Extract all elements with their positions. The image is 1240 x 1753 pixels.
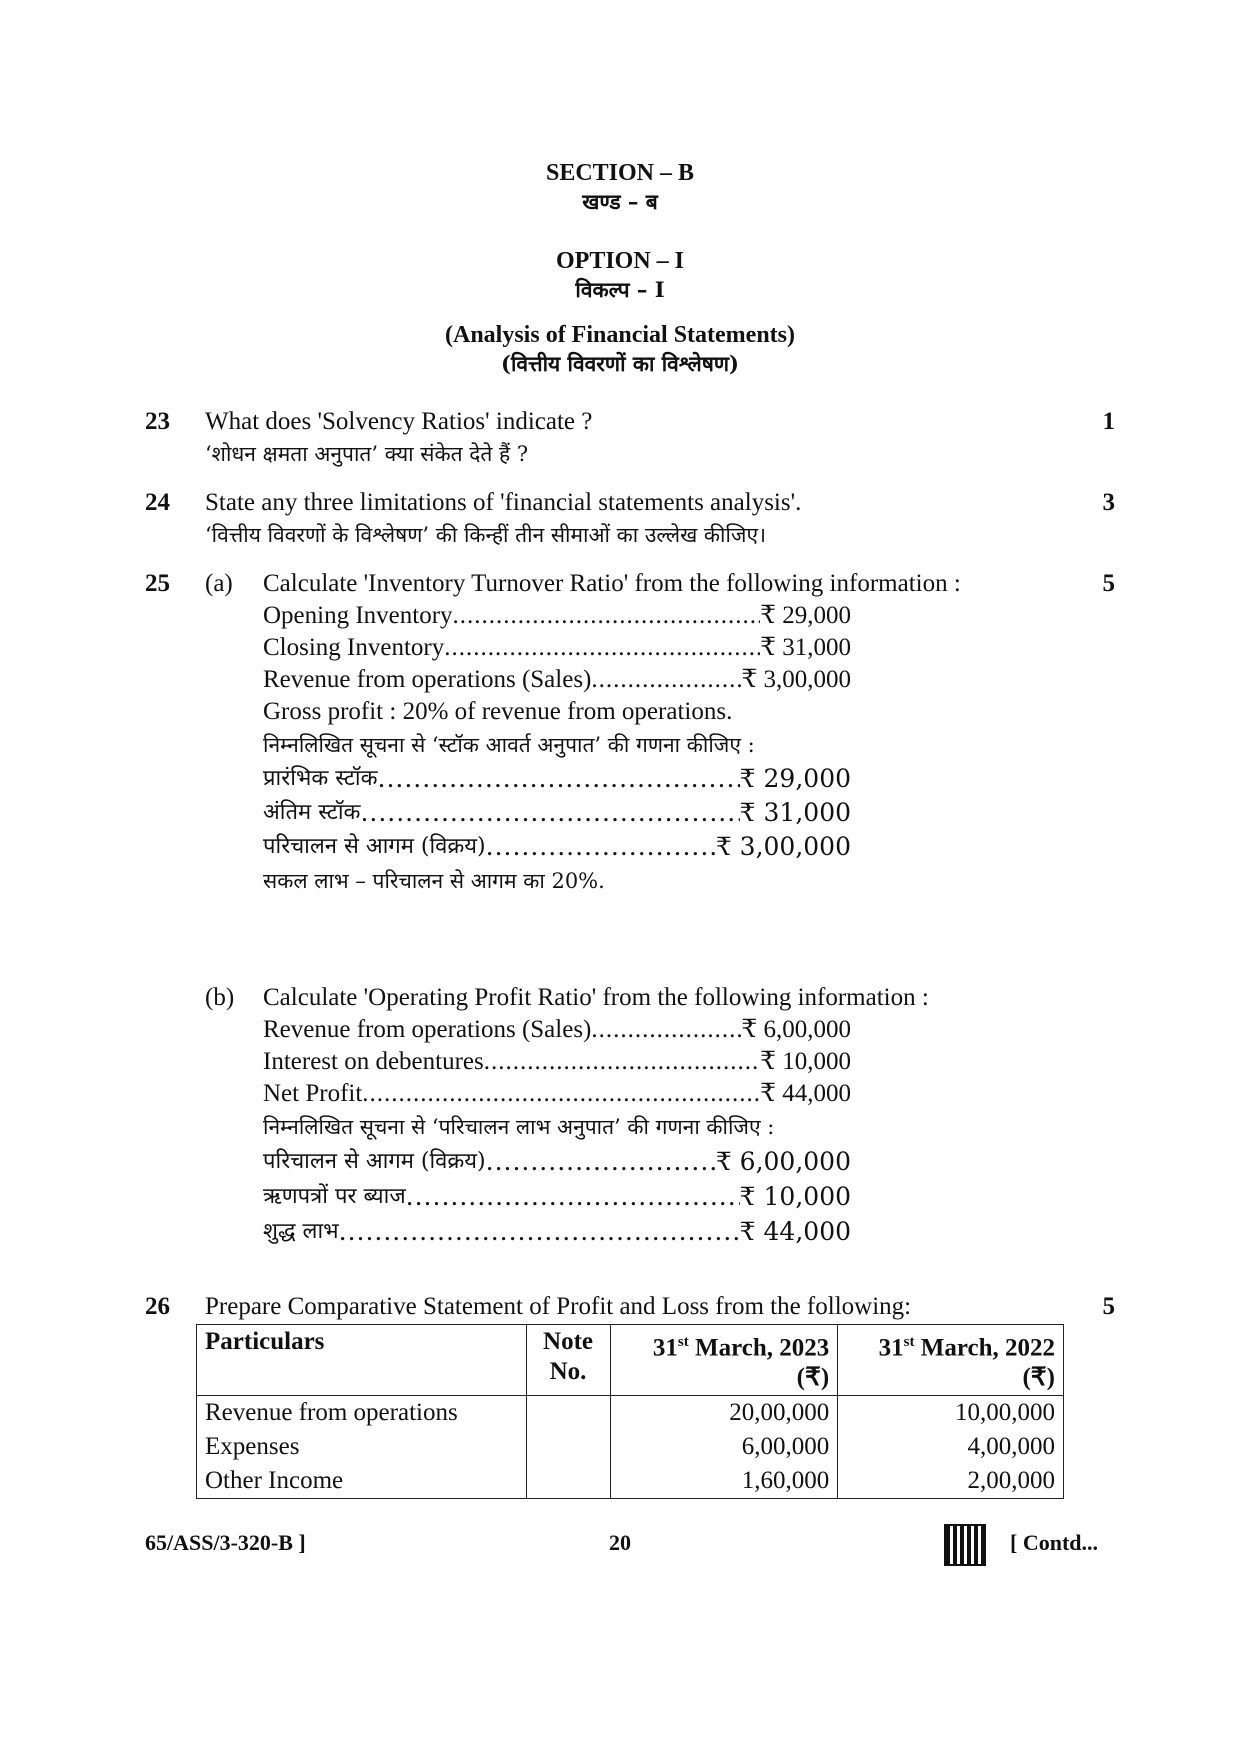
qr-code-icon <box>944 1524 986 1566</box>
subquestion-a-block <box>263 568 1063 898</box>
question-text-hindi: ‘वित्तीय विवरणों के विश्लेषण’ की किन्हीं तीन सीमाओं का उल्लेख कीजिए। <box>205 523 767 547</box>
section-title-hindi: खण्ड – ब <box>582 189 658 214</box>
header-note-no: Note No. <box>526 1325 610 1396</box>
question-text: State any three limitations of 'financial statements analysis'. <box>205 489 802 516</box>
question-marks: 1 <box>1102 408 1115 435</box>
question-text: What does 'Solvency Ratios' indicate ? <box>205 408 593 435</box>
info-line: Revenue from operations (Sales) ..... ₹ 3,00,000 <box>263 664 851 696</box>
paper-code: 65/ASS/3-320-B ] <box>145 1530 306 1555</box>
topic-title-hindi: (वित्तीय विवरणों का विश्लेषण) <box>501 351 739 376</box>
info-note-hindi: सकल लाभ – परिचालन से आगम का 20%. <box>263 869 605 893</box>
info-line-hindi: शुद्ध लाभ ..... ₹ 44,000 <box>263 1214 851 1249</box>
header-year-2022: 31st March, 2022 (₹) <box>838 1325 1064 1396</box>
header-year-2023: 31st March, 2023 (₹) <box>610 1325 838 1396</box>
row-value-2023: 20,00,000 <box>610 1396 838 1431</box>
question-text: Prepare Comparative Statement of Profit and Loss from the following: <box>205 1293 912 1320</box>
info-line: Closing Inventory ..... ₹ 31,000 <box>263 632 851 664</box>
row-note <box>526 1430 610 1464</box>
topic-title: (Analysis of Financial Statements) <box>445 322 795 348</box>
info-line: Interest on debentures ..... ₹ 10,000 <box>263 1046 851 1078</box>
table-row <box>197 1430 1064 1464</box>
table-row <box>197 1464 1064 1499</box>
question-number: 24 <box>145 489 170 516</box>
info-line: Opening Inventory ..... ₹ 29,000 <box>263 600 851 632</box>
subquestion-intro-hindi: निम्नलिखित सूचना से ‘परिचालन लाभ अनुपात’ की गणना कीजिए : <box>263 1115 775 1139</box>
info-line-hindi: परिचालन से आगम (विक्रय) ..... ₹ 6,00,000 <box>263 1144 851 1179</box>
row-note <box>526 1464 610 1499</box>
row-value-2022: 4,00,000 <box>838 1430 1064 1464</box>
info-line: Net Profit ..... ₹ 44,000 <box>263 1078 851 1110</box>
option-title-hindi: विकल्प – I <box>575 277 665 302</box>
question-number: 23 <box>145 408 170 435</box>
question-marks: 5 <box>1102 1293 1115 1320</box>
section-title: SECTION – B <box>545 160 695 186</box>
row-particular: Expenses <box>197 1430 527 1464</box>
table-header-row <box>197 1325 1064 1396</box>
option-title: OPTION – I <box>555 248 684 274</box>
subquestion-intro: Calculate 'Operating Profit Ratio' from the following information : <box>263 984 929 1011</box>
info-note: Gross profit : 20% of revenue from operations. <box>263 698 733 725</box>
table-row <box>197 1396 1064 1431</box>
question-text-hindi: ‘शोधन क्षमता अनुपात’ क्या संकेत देते हैं ? <box>205 442 529 466</box>
question-number: 25 <box>145 570 170 597</box>
continued-label: [ Contd... <box>1010 1530 1099 1555</box>
subquestion-intro-hindi: निम्नलिखित सूचना से ‘स्टॉक आवर्त अनुपात’ की गणना कीजिए : <box>263 733 755 757</box>
header-particulars: Particulars <box>197 1325 527 1396</box>
row-value-2022: 2,00,000 <box>838 1464 1064 1499</box>
row-value-2023: 6,00,000 <box>610 1430 838 1464</box>
subquestion-intro: Calculate 'Inventory Turnover Ratio' from the following information : <box>263 570 961 597</box>
row-note <box>526 1396 610 1431</box>
page-number: 20 <box>609 1530 631 1555</box>
subquestion-label: (b) <box>205 984 235 1011</box>
row-value-2023: 1,60,000 <box>610 1464 838 1499</box>
comparative-table <box>196 1324 1064 1499</box>
row-particular: Revenue from operations <box>197 1396 527 1431</box>
info-line-hindi: ऋणपत्रों पर ब्याज ..... ₹ 10,000 <box>263 1179 851 1214</box>
subquestion-b-block <box>263 982 1063 1249</box>
info-line: Revenue from operations (Sales) ..... ₹ 6,00,000 <box>263 1014 851 1046</box>
question-marks: 3 <box>1102 489 1115 516</box>
row-particular: Other Income <box>197 1464 527 1499</box>
info-line-hindi: परिचालन से आगम (विक्रय) ..... ₹ 3,00,000 <box>263 830 851 864</box>
info-line-hindi: प्रारंभिक स्टॉक ..... ₹ 29,000 <box>263 762 851 796</box>
row-value-2022: 10,00,000 <box>838 1396 1064 1431</box>
question-number: 26 <box>145 1293 170 1320</box>
info-line-hindi: अंतिम स्टॉक ..... ₹ 31,000 <box>263 796 851 830</box>
subquestion-label: (a) <box>205 570 233 597</box>
question-marks: 5 <box>1102 570 1115 597</box>
